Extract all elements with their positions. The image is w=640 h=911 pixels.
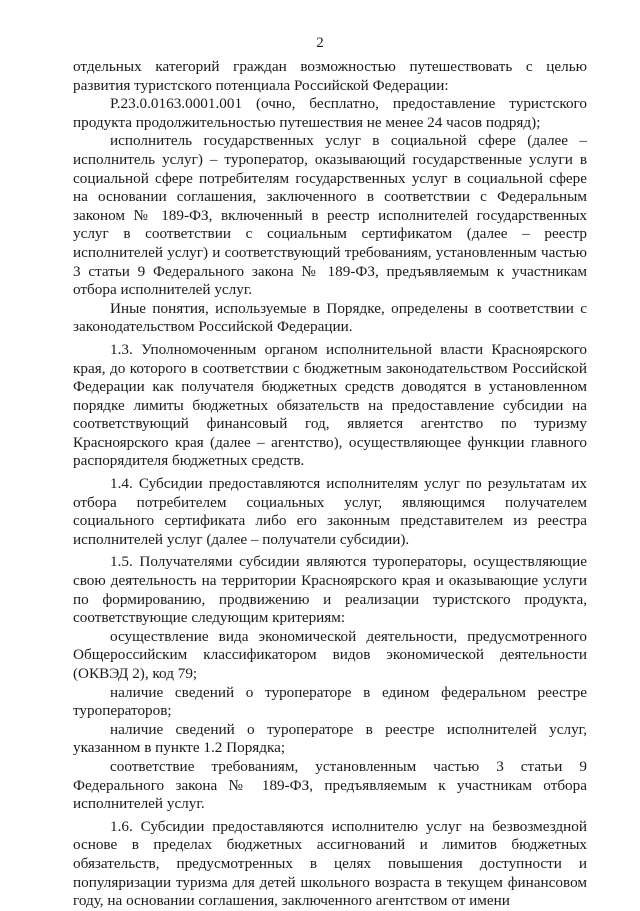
paragraph-other-terms: Иные понятия, используемые в Порядке, определены в соответствии с законодательством Российской Федерации.: [73, 299, 587, 336]
criterion-okved: осуществление вида экономической деятельности, предусмотренного Общероссийским классификатором видов экономической деятельности (ОКВЭД 2), код 79;: [73, 627, 587, 682]
paragraph-continuation: отдельных категорий граждан возможностью путешествовать с целью развития туристского потенциала Российской Федерации:: [73, 58, 587, 94]
paragraph-1-5: 1.5. Получателями субсидии являются туроператоры, осуществляющие свою деятельность на территории Красноярского края и оказывающие услуги по формированию, продвижению и реализации туристского продукта, соответствующие следующим критериям:: [73, 553, 587, 627]
document-body: [73, 58, 587, 911]
paragraph-service-code: P.23.0.0163.0001.001 (очно, бесплатно, предоставление туристского продукта продолжительностью путешествия не менее 24 часов подряд);: [73, 95, 587, 131]
paragraph-1-6: 1.6. Субсидии предоставляются исполнителю услуг на безвозмездной основе в пределах бюджетных ассигнований и лимитов бюджетных обязательств, предусмотренных в целях повышения доступности и популяризации туризма для детей школьного возраста в текущем финансовом году, на основании соглашения, заключенного агентством от имени: [73, 817, 587, 910]
paragraph-1-4: 1.4. Субсидии предоставляются исполнителям услуг по результатам их отбора потребителем социальных услуг, являющимся получателем социального сертификата либо его законным представителем из реестра исполнителей услуг (далее – получатели субсидии).: [73, 475, 587, 548]
criterion-federal-registry: наличие сведений о туроператоре в едином федеральном реестре туроператоров;: [73, 683, 587, 720]
paragraph-1-3: 1.3. Уполномоченным органом исполнительной власти Красноярского края, до которого в соответствии с бюджетным законодательством Российской Федерации как получателя бюджетных средств доводятся в установленном порядке лимиты бюджетных обязательств на предоставление субсидии на соответствующий финансовый год, является агентство по туризму Красноярского края (далее – агентство), осуществляющее функции главного распорядителя бюджетных средств.: [73, 340, 587, 470]
criterion-executors-registry: наличие сведений о туроператоре в реестре исполнителей услуг, указанном в пункте 1.2 Порядка;: [73, 720, 587, 757]
page-number: 2: [316, 35, 324, 51]
criterion-requirements: соответствие требованиям, установленным частью 3 статьи 9 Федерального закона № 189-ФЗ, предъявляемым к участникам отбора исполнителей услуг.: [73, 757, 587, 813]
paragraph-service-executor-definition: исполнитель государственных услуг в социальной сфере (далее – исполнитель услуг) – туроператор, оказывающий государственные услуги в социальной сфере потребителям государственных услуг в социальной сфере на основании соглашения, заключенного в соответствии с Федеральным законом № 189-ФЗ, включенный в реестр исполнителей государственных услуг в соответствии с социальным сертификатом (далее – реестр исполнителей услуг) и соответствующий требованиям, установленным частью 3 статьи 9 Федерального закона № 189-ФЗ, предъявляемым к участникам отбора исполнителей услуг.: [73, 132, 587, 299]
